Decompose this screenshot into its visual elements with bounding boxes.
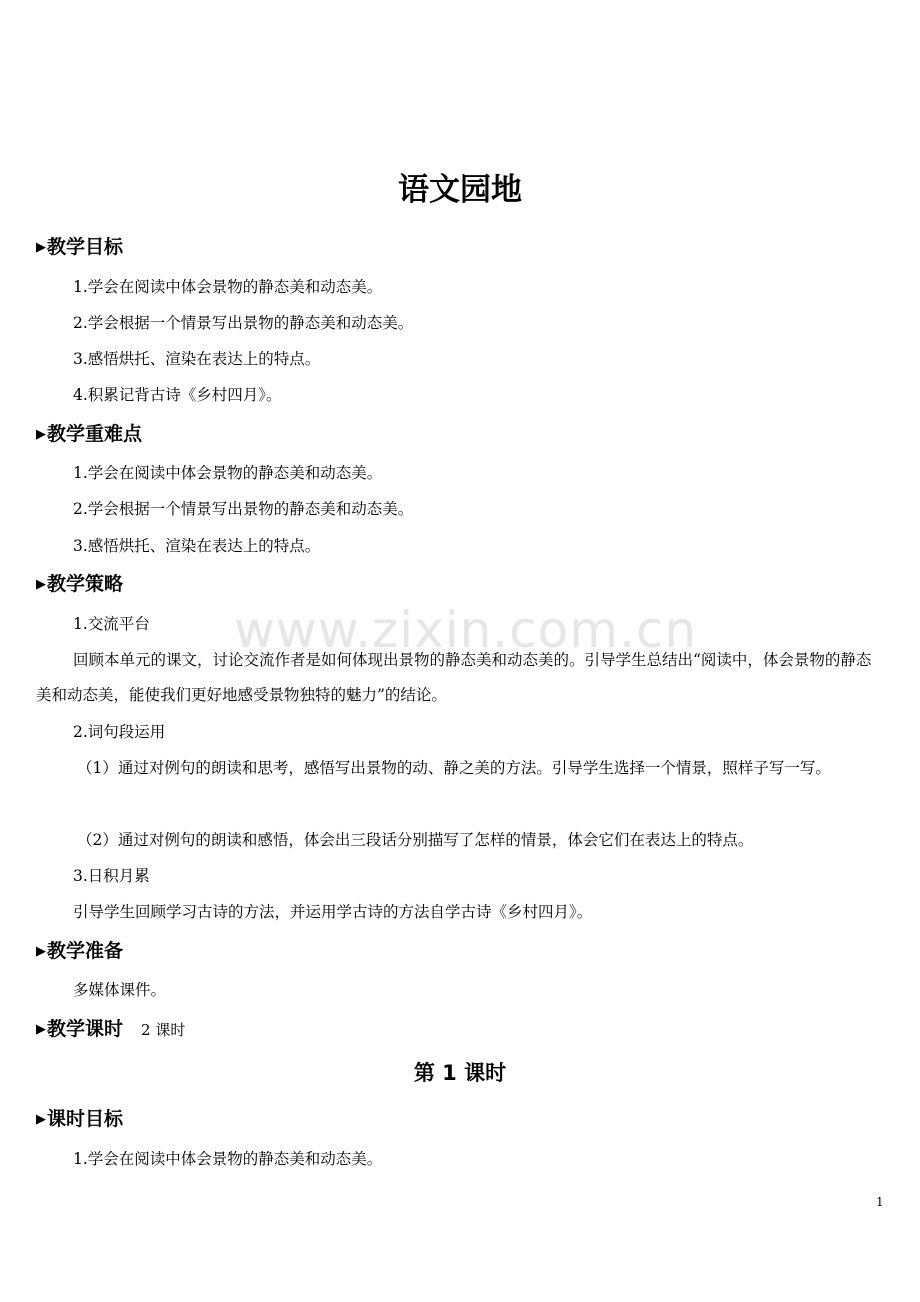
strategy-2-paragraph-2: （2）通过对例句的朗读和感悟，体会出三段话分别描写了怎样的情景，体会它们在表达上的特点。 <box>77 831 754 849</box>
key-point-item-3: 3.感悟烘托、渲染在表达上的特点。 <box>73 537 321 555</box>
key-point-item-2: 2.学会根据一个情景写出景物的静态美和动态美。 <box>73 500 414 518</box>
strategy-2-title: 2.词句段运用 <box>73 723 166 741</box>
triangle-bullet-icon: ▶ <box>36 240 46 255</box>
heading-goals <box>36 234 123 261</box>
strategy-1-title: 1.交流平台 <box>73 615 150 633</box>
triangle-bullet-icon: ▶ <box>36 577 46 592</box>
triangle-bullet-icon: ▶ <box>36 1022 46 1037</box>
triangle-bullet-icon: ▶ <box>36 944 46 959</box>
key-point-item-1: 1.学会在阅读中体会景物的静态美和动态美。 <box>73 464 383 482</box>
heading-key-points-label: 教学重难点 <box>47 423 143 445</box>
goal-item-1: 1.学会在阅读中体会景物的静态美和动态美。 <box>73 278 383 296</box>
watermark: www.zixin.com.cn <box>234 601 698 659</box>
heading-key-points <box>36 421 142 448</box>
triangle-bullet-icon: ▶ <box>36 427 46 442</box>
heading-strategy-label: 教学策略 <box>47 573 124 595</box>
goal-item-3: 3.感悟烘托、渲染在表达上的特点。 <box>73 350 321 368</box>
lesson-1-title: 第 1 课时 <box>413 1061 507 1085</box>
goal-item-4: 4.积累记背古诗《乡村四月》。 <box>73 386 282 404</box>
periods-value: 2 课时 <box>141 1021 186 1039</box>
preparation-text: 多媒体课件。 <box>73 981 167 999</box>
heading-lesson-goals <box>36 1106 123 1133</box>
strategy-3-title: 3.日积月累 <box>73 867 150 885</box>
heading-preparation <box>36 938 123 965</box>
heading-periods-label: 教学课时 <box>47 1018 124 1040</box>
heading-goals-label: 教学目标 <box>47 236 124 258</box>
heading-lesson-goals-label: 课时目标 <box>47 1108 124 1130</box>
strategy-1-text: 回顾本单元的课文，讨论交流作者是如何体现出景物的静态美和动态美的。引导学生总结出“阅读中，体会景物的静态美和动态美，能使我们更好地感受景物独特的魅力”的结论。 <box>36 651 872 704</box>
page-title: 语文园地 <box>398 172 522 208</box>
heading-periods <box>36 1016 185 1043</box>
heading-preparation-label: 教学准备 <box>47 940 124 962</box>
lesson-goal-item-1: 1.学会在阅读中体会景物的静态美和动态美。 <box>73 1150 383 1168</box>
page-number: 1 <box>876 1195 884 1209</box>
heading-strategy <box>36 571 123 598</box>
strategy-2-paragraph-1: （1）通过对例句的朗读和思考，感悟写出景物的动、静之美的方法。引导学生选择一个情景，照样子写一写。 <box>77 759 831 777</box>
triangle-bullet-icon: ▶ <box>36 1112 46 1127</box>
goal-item-2: 2.学会根据一个情景写出景物的静态美和动态美。 <box>73 314 414 332</box>
strategy-3-text: 引导学生回顾学习古诗的方法，并运用学古诗的方法自学古诗《乡村四月》。 <box>73 903 593 921</box>
